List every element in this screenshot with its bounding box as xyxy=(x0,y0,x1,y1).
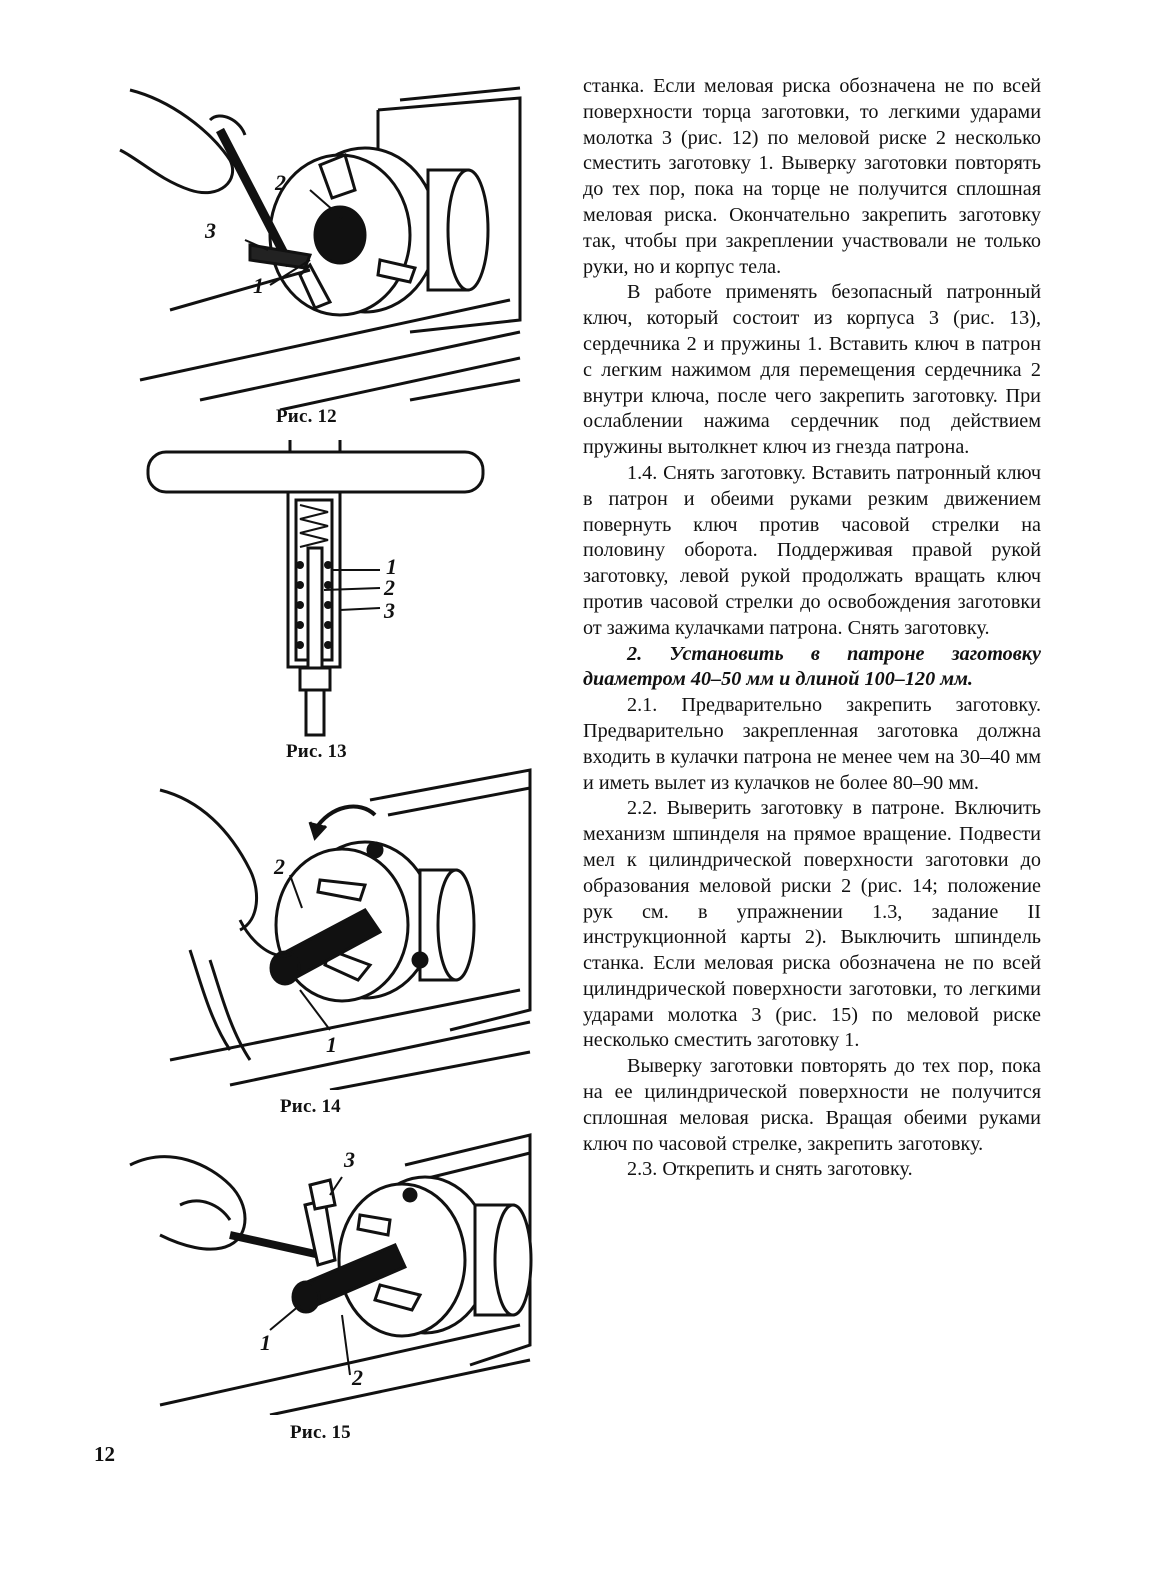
figure-13-illustration xyxy=(140,440,500,740)
page-number: 12 xyxy=(94,1442,115,1466)
figure-14-callout-1: 1 xyxy=(326,1032,337,1057)
figure-13 xyxy=(140,440,500,740)
figure-12-callout-1: 1 xyxy=(253,273,264,298)
paragraph-5: 2.1. Предварительно закрепить заготовку. Предварительно закрепленная заготовка должна входить в кулачки патрона не менее чем на 30–40 мм и иметь вылет из кулачков не более 80–90 мм. xyxy=(583,694,1041,794)
figure-14-caption: Рис. 14 xyxy=(280,1096,341,1117)
figure-12-callout-3: 3 xyxy=(205,218,216,243)
figure-15-callout-1: 1 xyxy=(260,1330,271,1355)
figure-13-caption: Рис. 13 xyxy=(286,741,347,762)
paragraph-8: 2.3. Открепить и снять заготовку. xyxy=(627,1158,913,1181)
figure-12 xyxy=(110,70,530,410)
paragraph-6: 2.2. Выверить заготовку в патроне. Включить механизм шпинделя на прямое вращение. Подвести мел к цилиндрической поверхности заготовки до образования меловой риски 2 (рис. 14; положение рук см. в упражнении 1.3, задание II инструкционной карты 2). Выключить шпиндель станка. Если меловая риска обозначена не по всей цилиндрической поверхности заготовки, то легкими ударами молотка 3 (рис. 15) по меловой риске несколько сместить заготовку 1. xyxy=(583,797,1041,1052)
paragraph-2: В работе применять безопасный патронный ключ, который состоит из корпуса 3 (рис. 13), сердечника 2 и пружины 1. Вставить ключ в патрон с легким нажимом для перемещения сердечника 2 внутри ключа, после чего закрепить заготовку. При ослаблении нажима сердечник под действием пружины вытолкнет ключ из гнезда патрона. xyxy=(583,281,1041,459)
paragraph-4-task-heading: 2. Установить в патроне заготовку диаметром 40–50 мм и длиной 100–120 мм. xyxy=(583,642,1041,691)
figure-15-illustration xyxy=(120,1125,540,1415)
figure-15-callout-3: 3 xyxy=(344,1147,355,1172)
figure-13-callout-2: 2 xyxy=(384,575,395,600)
figure-12-callout-2: 2 xyxy=(275,170,286,195)
paragraph-1: станка. Если меловая риска обозначена не по всей поверхности торца заготовки, то легкими ударами молотка 3 (рис. 12) по меловой риске 2 несколько сместить заготовку 1. Выверку заготовки повторять до тех пор, пока на торце не получится сплошная меловая риска. Окончательно закрепить заготовку так, чтобы при закреплении участвовали не только руки, но и корпус тела. xyxy=(583,75,1041,278)
figure-12-caption: Рис. 12 xyxy=(276,406,337,427)
figure-14 xyxy=(130,760,540,1090)
figure-12-illustration xyxy=(110,70,530,410)
paragraph-7: Выверку заготовки повторять до тех пор, пока на ее цилиндрической поверхности не получится сплошная меловая риска. Вращая обеими руками ключ по часовой стрелке, закрепить заготовку. xyxy=(583,1055,1041,1155)
figure-15-callout-2: 2 xyxy=(352,1365,363,1390)
body-text xyxy=(583,74,1041,1183)
figure-13-callout-1: 1 xyxy=(386,554,397,579)
figure-15-caption: Рис. 15 xyxy=(290,1422,351,1443)
figure-15 xyxy=(120,1125,540,1415)
paragraph-3: 1.4. Снять заготовку. Вставить патронный ключ в патрон и обеими руками резким движением повернуть ключ против часовой стрелки на половину оборота. Поддерживая правой рукой заготовку, левой рукой продолжать вращать ключ против часовой стрелки до освобождения заготовки от зажима кулачками патрона. Снять заготовку. xyxy=(583,461,1041,639)
figure-14-callout-2: 2 xyxy=(274,854,285,879)
figure-13-callout-3: 3 xyxy=(384,598,395,623)
